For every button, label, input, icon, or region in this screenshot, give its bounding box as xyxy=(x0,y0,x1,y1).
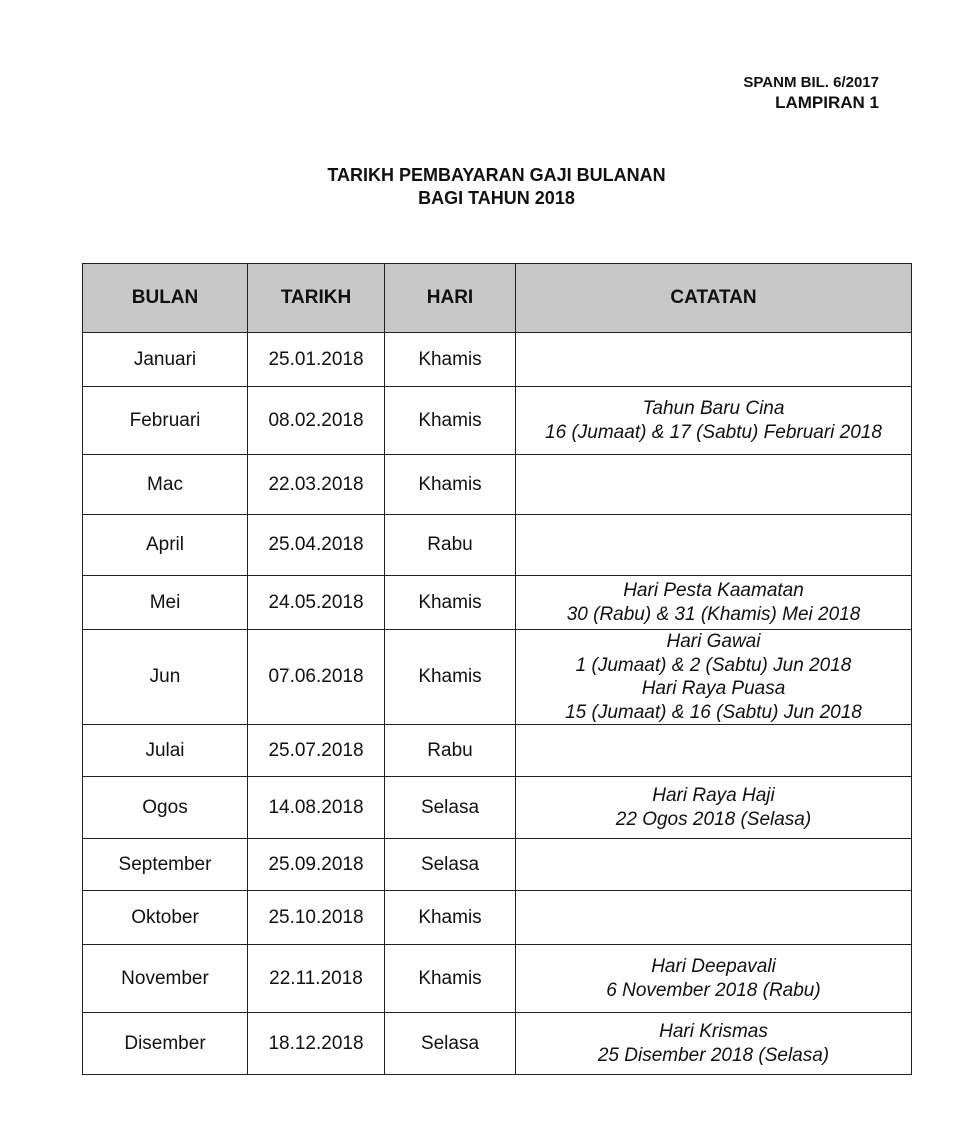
table-header-row xyxy=(83,264,912,333)
date-cell: 24.05.2018 xyxy=(248,576,385,630)
date-cell: 08.02.2018 xyxy=(248,387,385,455)
note-line: 6 November 2018 (Rabu) xyxy=(606,979,821,1001)
table-row xyxy=(83,455,912,515)
day-cell: Selasa xyxy=(385,1013,516,1075)
date-cell: 25.09.2018 xyxy=(248,839,385,891)
table-row xyxy=(83,725,912,777)
notes-cell xyxy=(516,777,912,839)
table-row xyxy=(83,333,912,387)
table-row xyxy=(83,839,912,891)
table-row xyxy=(83,515,912,576)
notes-cell xyxy=(516,515,912,576)
month-cell: Ogos xyxy=(83,777,248,839)
note-line: 30 (Rabu) & 31 (Khamis) Mei 2018 xyxy=(566,603,861,625)
month-cell: Februari xyxy=(83,387,248,455)
notes-cell xyxy=(516,333,912,387)
note-line: 25 Disember 2018 (Selasa) xyxy=(597,1044,830,1066)
date-cell: 22.03.2018 xyxy=(248,455,385,515)
notes-cell xyxy=(516,839,912,891)
note-line: Hari Raya Puasa xyxy=(641,678,786,699)
date-cell: 14.08.2018 xyxy=(248,777,385,839)
title-line-1: TARIKH PEMBAYARAN GAJI BULANAN xyxy=(327,165,666,185)
table-body xyxy=(83,333,912,1075)
month-cell: Oktober xyxy=(83,891,248,945)
date-cell: 25.07.2018 xyxy=(248,725,385,777)
date-cell: 22.11.2018 xyxy=(248,945,385,1013)
document-title xyxy=(0,164,977,210)
note-line: 22 Ogos 2018 (Selasa) xyxy=(615,808,812,830)
title-line-2: BAGI TAHUN 2018 xyxy=(418,188,575,208)
date-cell: 07.06.2018 xyxy=(248,630,385,725)
note-line: Hari Gawai xyxy=(666,631,761,652)
day-cell: Khamis xyxy=(385,576,516,630)
note-line: 15 (Jumaat) & 16 (Sabtu) Jun 2018 xyxy=(565,701,862,723)
attachment-label: LAMPIRAN 1 xyxy=(775,93,879,112)
notes-cell xyxy=(516,576,912,630)
month-cell: September xyxy=(83,839,248,891)
day-cell: Khamis xyxy=(385,891,516,945)
day-cell: Khamis xyxy=(385,455,516,515)
date-cell: 25.04.2018 xyxy=(248,515,385,576)
salary-schedule-table xyxy=(82,263,912,1075)
month-cell: Mac xyxy=(83,455,248,515)
table-row xyxy=(83,945,912,1013)
date-cell: 18.12.2018 xyxy=(248,1013,385,1075)
month-cell: November xyxy=(83,945,248,1013)
notes-cell xyxy=(516,455,912,515)
month-cell: Julai xyxy=(83,725,248,777)
notes-cell xyxy=(516,387,912,455)
header-date: TARIKH xyxy=(248,264,385,333)
header-notes: CATATAN xyxy=(516,264,912,333)
date-cell: 25.10.2018 xyxy=(248,891,385,945)
table-row xyxy=(83,576,912,630)
note-line: 16 (Jumaat) & 17 (Sabtu) Februari 2018 xyxy=(545,421,882,443)
header-day: HARI xyxy=(385,264,516,333)
day-cell: Khamis xyxy=(385,630,516,725)
table-row xyxy=(83,777,912,839)
document-reference xyxy=(743,74,879,114)
note-line: Hari Pesta Kaamatan xyxy=(623,580,804,601)
table-row xyxy=(83,387,912,455)
day-cell: Selasa xyxy=(385,839,516,891)
note-line: Tahun Baru Cina xyxy=(642,398,785,419)
day-cell: Khamis xyxy=(385,387,516,455)
month-cell: Mei xyxy=(83,576,248,630)
month-cell: Disember xyxy=(83,1013,248,1075)
day-cell: Rabu xyxy=(385,725,516,777)
header-month: BULAN xyxy=(83,264,248,333)
notes-cell xyxy=(516,630,912,725)
note-line: 1 (Jumaat) & 2 (Sabtu) Jun 2018 xyxy=(575,654,852,676)
notes-cell xyxy=(516,891,912,945)
day-cell: Khamis xyxy=(385,945,516,1013)
table-row xyxy=(83,891,912,945)
notes-cell xyxy=(516,725,912,777)
month-cell: April xyxy=(83,515,248,576)
month-cell: Jun xyxy=(83,630,248,725)
day-cell: Selasa xyxy=(385,777,516,839)
note-line: Hari Raya Haji xyxy=(652,785,775,806)
month-cell: Januari xyxy=(83,333,248,387)
table-row xyxy=(83,630,912,725)
day-cell: Rabu xyxy=(385,515,516,576)
reference-code: SPANM BIL. 6/2017 xyxy=(743,74,879,91)
note-line: Hari Krismas xyxy=(659,1021,768,1042)
day-cell: Khamis xyxy=(385,333,516,387)
notes-cell xyxy=(516,945,912,1013)
table-row xyxy=(83,1013,912,1075)
date-cell: 25.01.2018 xyxy=(248,333,385,387)
notes-cell xyxy=(516,1013,912,1075)
note-line: Hari Deepavali xyxy=(651,956,776,977)
